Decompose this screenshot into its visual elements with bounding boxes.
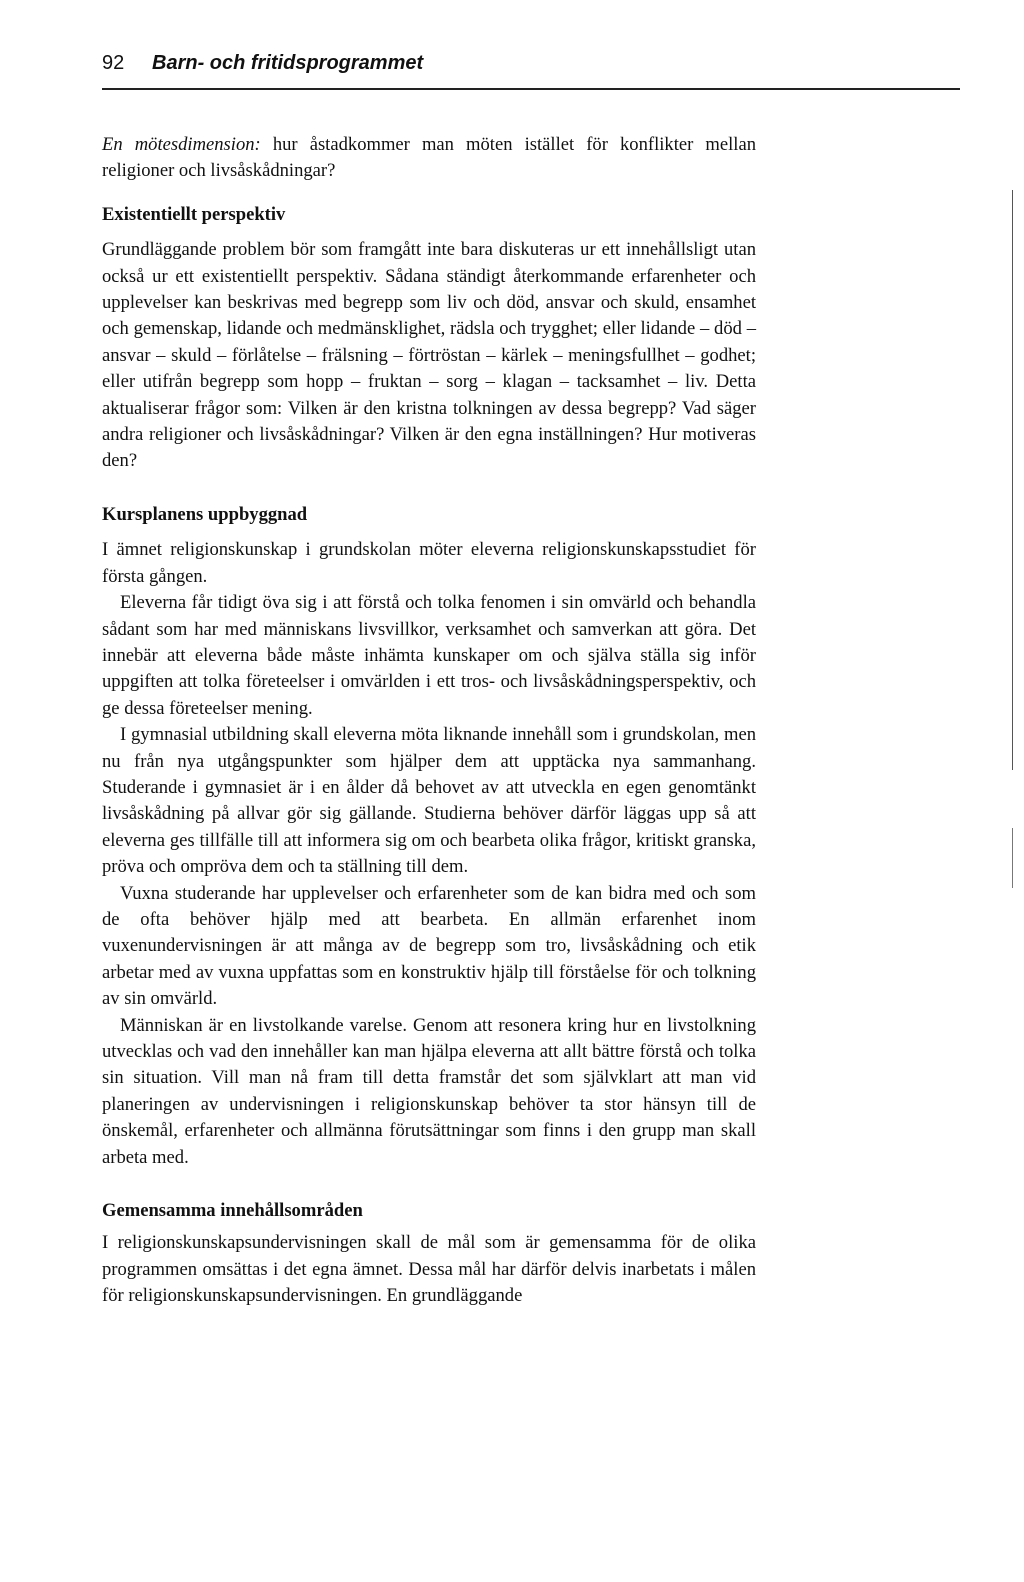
syllabus-paragraph-3: I gymnasial utbildning skall eleverna möta liknande innehåll som i grundskolan, men nu från nya utgångspunkter som hjälper dem att upptäcka nya sammanhang. Studerande i gymnasiet är i en ålder då behovet av att utveckla en egen genomtänkt livsåskådning på allvar gör sig gällande. Studierna behöver därför läggas upp så att eleverna ges tillfälle till att informera sig om och bearbeta olika frågor, kritiskt granska, pröva och ompröva dem och ta ställning till dem.: [102, 724, 756, 878]
existential-paragraph: Grundläggande problem bör som framgått inte bara diskuteras ur ett innehållsligt utan också ur ett existentiellt perspektiv. Sådana ständigt återkommande erfarenheter och upplevelser kan beskrivas med begrepp som liv och död, ansvar och skuld, ensamhet och gemenskap, lidande och medmänsklighet, rädsla och trygghet; eller lidande – död – ansvar – skuld – förlåtelse – frälsning – förtröstan – kärlek – meningsfullhet – godhet; eller utifrån begrepp som hopp – fruktan – sorg – klagan – tacksamhet – liv. Detta aktualiserar frågor som: Vilken är den kristna tolkningen av dessa begrepp? Vad säger andra religioner och livsåskådningar? Vilken är den egna inställningen? Hur motiveras den?: [102, 239, 756, 472]
syllabus-paragraph-1: I ämnet religionskunskap i grundskolan möter eleverna religionskunskapsstudiet för första gången.: [102, 539, 756, 587]
page-number: 92: [102, 52, 125, 74]
page-header: [102, 48, 960, 90]
intro-text: hur åstadkommer man möten istället för konflikter mellan religioner och livsåskådningar?: [102, 134, 756, 182]
heading-syllabus-structure: Kursplanens uppbyggnad: [102, 503, 308, 525]
scan-edge-line-lower: [1012, 828, 1013, 888]
running-title: Barn- och fritidsprogrammet: [152, 52, 424, 74]
intro-emphasis: En mötesdimension:: [102, 134, 261, 155]
common-paragraph: I religionskunskapsundervisningen skall de mål som är gemensamma för de olika programmen omsättas i det egna ämnet. Dessa mål har därför delvis inarbetats i målen för religionskunskapsundervisningen. En grundläggande: [102, 1232, 756, 1307]
syllabus-paragraph-4: Vuxna studerande har upplevelser och erfarenheter som de kan bidra med och som de ofta behöver hjälp med att bearbeta. En allmän erfarenhet inom vuxenundervisningen är att många av de begrepp som tro, livsåskådning och etik arbetar med av vuxna uppfattas som en konstruktiv hjälp till förståelse för och tolkning av sin omvärld.: [102, 882, 756, 1010]
syllabus-paragraph-5: Människan är en livstolkande varelse. Genom att resonera kring hur en livstolkning utvecklas och vad den innehåller kan man hjälpa eleverna att allt bättre förstå och tolka sin situation. Vill man nå fram till detta framstår det som självklart att man vid planeringen av undervisningen i religionskunskap behöver ta stor hänsyn till de önskemål, erfarenheter och allmänna förutsättningar som finns i den grupp man skall arbeta med.: [102, 1014, 756, 1168]
scan-edge-line: [1012, 190, 1013, 770]
syllabus-paragraph-2: Eleverna får tidigt öva sig i att förstå och tolka fenomen i sin omvärld och behandla sådant som har med människans livsvillkor, verksamhet och samverkan att göra. Det innebär att eleverna både måste inhämta kunskaper om och själva ställa sig inför uppgiften att tolka företeelser i omvärlden i ett tros- och livsåskådningsperspektiv, och ge dessa företeelser mening.: [102, 592, 756, 719]
page-body: [102, 132, 756, 1310]
intro-paragraph: [102, 132, 756, 185]
heading-common-content-areas: Gemensamma innehållsområden: [102, 1200, 363, 1222]
heading-existential-perspective: Existentiellt perspektiv: [102, 203, 286, 225]
